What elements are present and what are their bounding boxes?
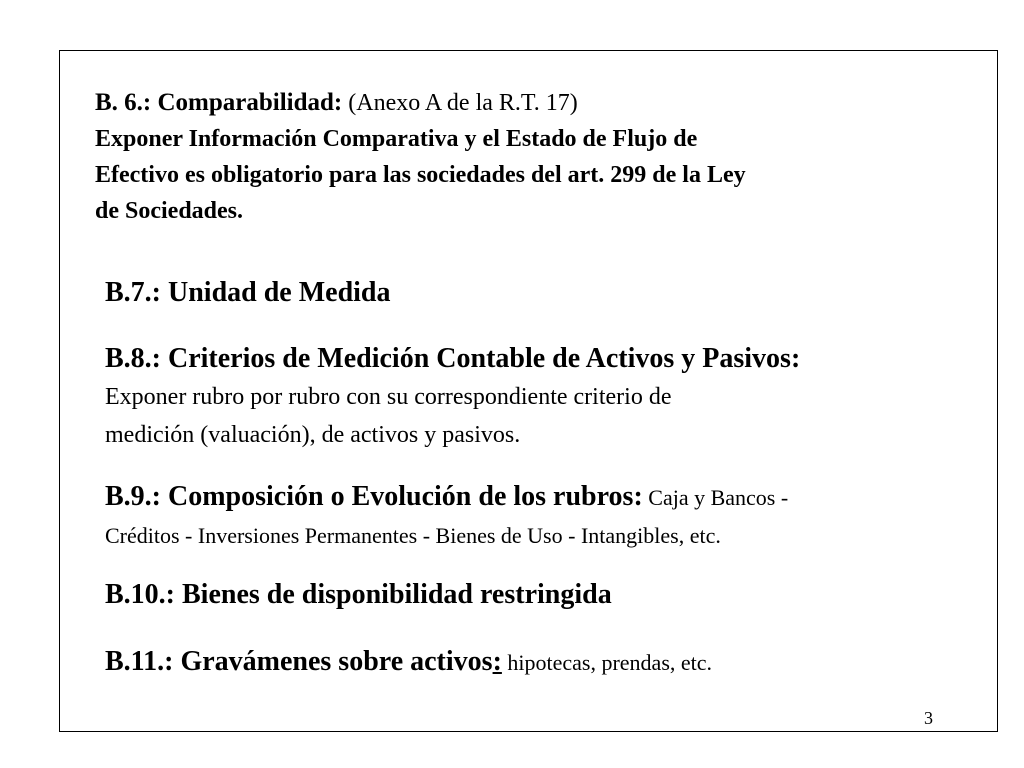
section-b10 bbox=[105, 576, 975, 614]
page-number: 3 bbox=[924, 708, 933, 728]
b6-text-line-1: Exponer Información Comparativa y el Estado de Flujo de bbox=[95, 126, 698, 152]
section-b6 bbox=[95, 85, 965, 229]
b6-reference: (Anexo A de la R.T. 17) bbox=[342, 90, 578, 116]
b6-title: B. 6.: Comparabilidad: bbox=[95, 89, 343, 116]
section-b11 bbox=[105, 643, 975, 682]
b9-text-inline: Caja y Bancos - bbox=[642, 485, 789, 510]
b11-title: B.11.: Gravámenes sobre activos bbox=[105, 646, 493, 677]
b8-title: B.8.: Criterios de Medición Contable de Activos y Pasivos: bbox=[105, 343, 801, 374]
b6-text-line-2: Efectivo es obligatorio para las sociedades del art. 299 de la Ley bbox=[95, 162, 746, 188]
b11-text: hipotecas, prendas, etc. bbox=[501, 650, 713, 675]
section-b8 bbox=[105, 340, 975, 454]
b9-text-line-2: Créditos - Inversiones Permanentes - Bienes de Uso - Intangibles, etc. bbox=[105, 523, 721, 548]
b11-colon: : bbox=[492, 646, 502, 677]
b8-text-line-1: Exponer rubro por rubro con su correspondiente criterio de bbox=[105, 384, 672, 410]
section-b7 bbox=[105, 274, 975, 312]
section-b9 bbox=[105, 478, 975, 555]
b10-title: B.10.: Bienes de disponibilidad restringida bbox=[105, 579, 612, 610]
b8-text-line-2: medición (valuación), de activos y pasivos. bbox=[105, 422, 521, 448]
b6-text-line-3: de Sociedades. bbox=[95, 198, 244, 224]
b9-title: B.9.: Composición o Evolución de los rubros: bbox=[105, 481, 643, 512]
b7-title: B.7.: Unidad de Medida bbox=[105, 277, 391, 308]
